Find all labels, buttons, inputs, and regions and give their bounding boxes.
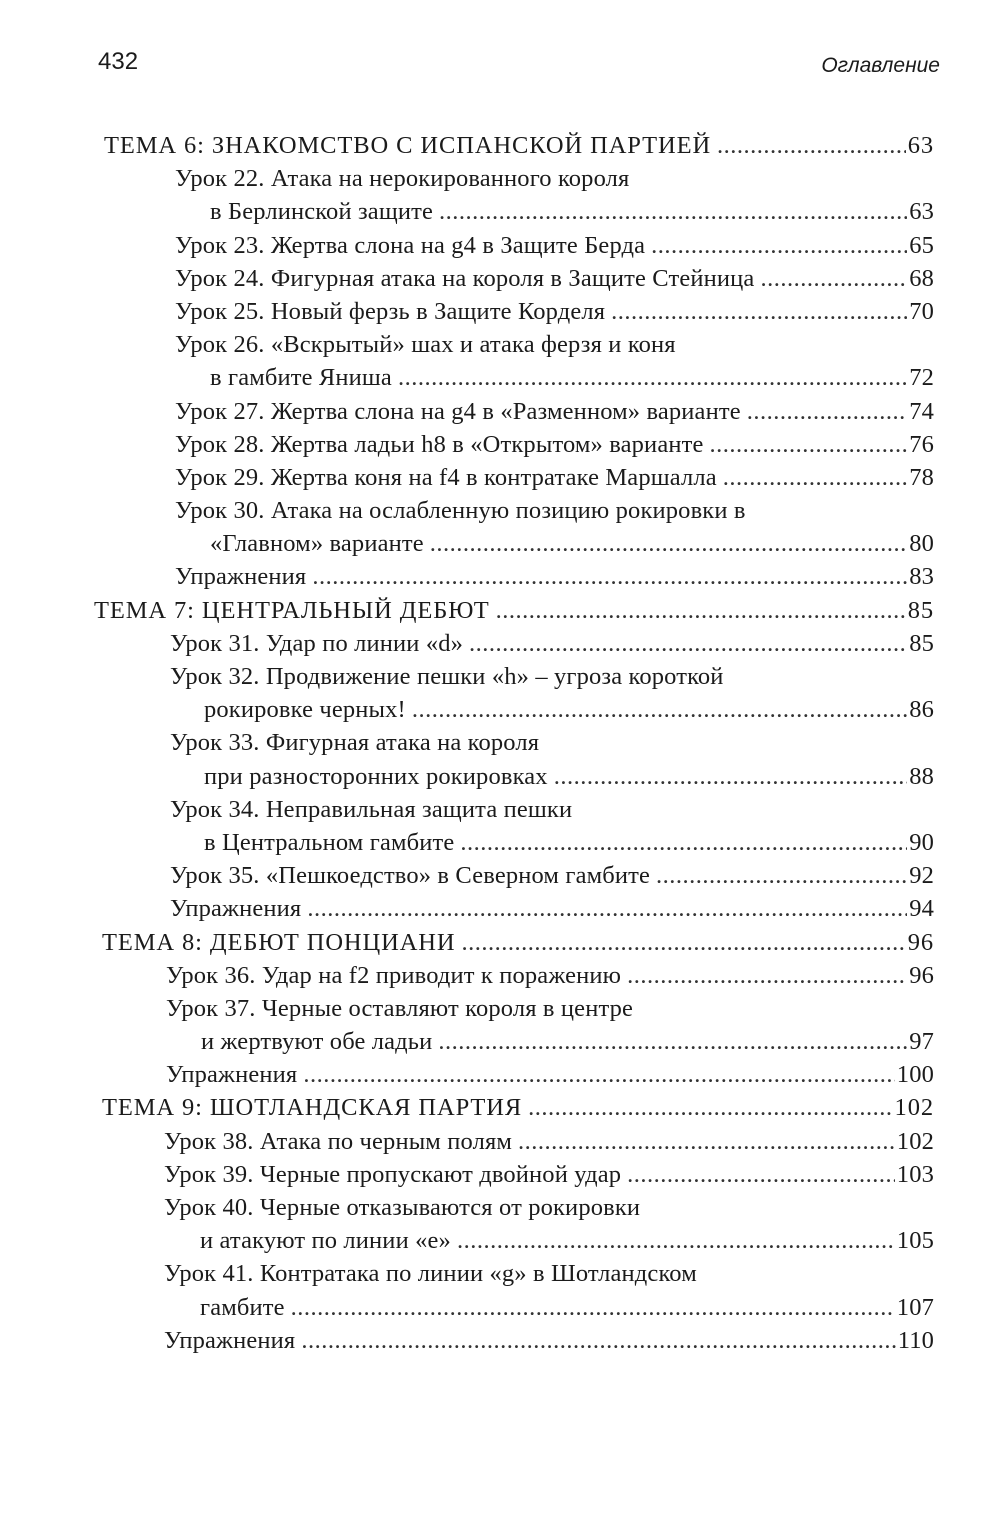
dot-leader (709, 428, 907, 461)
page-ref: 76 (909, 430, 934, 458)
page-ref: 74 (909, 397, 934, 425)
topic-title: ТЕМА 7: ЦЕНТРАЛЬНЫЙ ДЕБЮТ (94, 596, 490, 624)
lesson-title: Урок 22. Атака на нерокированного короля (175, 165, 630, 193)
lesson-title: Урок 34. Неправильная защита пешки (170, 795, 573, 823)
lesson-title: Урок 30. Атака на ослабленную позицию рокировки в (175, 497, 746, 525)
lesson-title: Урок 39. Черные пропускают двойной удар (164, 1160, 622, 1188)
toc-lesson-entry[interactable] (94, 660, 934, 693)
page-ref: 102 (894, 1094, 934, 1122)
table-of-contents (94, 129, 934, 1357)
lesson-title-cont: в гамбите Яниша (210, 364, 392, 392)
running-header-title: Оглавление (821, 54, 940, 77)
lesson-title: Урок 29. Жертва коня на f4 в контратаке Маршалла (175, 463, 717, 491)
lesson-title-cont: гамбите (200, 1293, 285, 1321)
dot-leader (439, 195, 907, 228)
dot-leader (307, 892, 907, 925)
page-ref: 72 (909, 364, 934, 392)
toc-lesson-continuation[interactable] (94, 1291, 934, 1324)
dot-leader (438, 1025, 907, 1058)
lesson-title: Упражнения (170, 895, 302, 923)
dot-leader (760, 262, 907, 295)
page-ref: 63 (909, 198, 934, 226)
toc-lesson-entry[interactable] (94, 328, 934, 361)
dot-leader (412, 693, 907, 726)
page-ref: 88 (909, 762, 934, 790)
toc-section (94, 129, 934, 594)
page-ref: 100 (896, 1061, 934, 1089)
lesson-title: Урок 40. Черные отказываются от рокировки (164, 1194, 641, 1221)
topic-title: ТЕМА 8: ДЕБЮТ ПОНЦИАНИ (102, 928, 456, 956)
page-ref: 94 (909, 895, 934, 923)
dot-leader (627, 959, 907, 992)
lesson-title: Упражнения (175, 563, 307, 591)
lesson-title: Урок 36. Удар на f2 приводит к поражению (166, 961, 622, 989)
lesson-title: Урок 38. Атака по черным полям (164, 1127, 513, 1155)
toc-lesson-entry[interactable] (94, 262, 934, 295)
lesson-title: Урок 26. «Вскрытый» шах и атака ферзя и коня (175, 331, 676, 359)
page-ref: 92 (909, 862, 934, 890)
toc-exercises-entry[interactable] (94, 892, 934, 925)
toc-lesson-continuation[interactable] (94, 195, 934, 228)
page-ref: 78 (909, 463, 934, 491)
toc-lesson-entry[interactable] (94, 959, 934, 992)
dot-leader (457, 1224, 895, 1257)
page-ref: 103 (896, 1160, 934, 1188)
dot-leader (651, 229, 907, 262)
lesson-title-cont: при разносторонних рокировках (204, 762, 548, 790)
toc-section (94, 926, 934, 1092)
toc-lesson-entry[interactable] (94, 461, 934, 494)
page-ref: 102 (896, 1127, 934, 1155)
toc-lesson-continuation[interactable] (94, 361, 934, 394)
toc-lesson-continuation[interactable] (94, 527, 934, 560)
dot-leader (398, 361, 907, 394)
lesson-title: Урок 23. Жертва слона на g4 в Защите Берда (175, 231, 646, 259)
lesson-title: Урок 31. Удар по линии «d» (170, 629, 464, 657)
lesson-title-cont: в Берлинской защите (210, 198, 433, 226)
dot-leader (301, 1324, 895, 1357)
dot-leader (312, 560, 907, 593)
toc-lesson-entry[interactable] (94, 162, 934, 195)
dot-leader (460, 826, 907, 859)
dot-leader (430, 527, 907, 560)
toc-lesson-entry[interactable] (94, 1158, 934, 1191)
dot-leader (656, 859, 907, 892)
toc-exercises-entry[interactable] (94, 1324, 934, 1357)
toc-topic-entry[interactable] (92, 1091, 934, 1124)
lesson-title-cont: в Центральном гамбите (204, 828, 455, 856)
dot-leader (554, 760, 908, 793)
dot-leader (518, 1125, 895, 1158)
page-ref: 97 (909, 1028, 934, 1056)
toc-lesson-entry[interactable] (94, 1125, 934, 1158)
lesson-title: Урок 32. Продвижение пешки «h» – угроза короткой (170, 663, 724, 690)
topic-title: ТЕМА 6: ЗНАКОМСТВО С ИСПАНСКОЙ ПАРТИЕЙ (104, 132, 712, 159)
lesson-title-cont: и жертвуют обе ладьи (201, 1028, 433, 1056)
toc-lesson-entry[interactable] (94, 627, 934, 660)
toc-lesson-continuation[interactable] (94, 1025, 934, 1058)
page-ref: 86 (909, 696, 934, 724)
dot-leader (469, 627, 907, 660)
toc-section (94, 1091, 934, 1357)
page-ref: 70 (909, 297, 934, 325)
toc-lesson-entry[interactable] (94, 793, 934, 826)
toc-topic-entry[interactable] (94, 594, 934, 627)
toc-lesson-entry[interactable] (94, 494, 934, 527)
toc-lesson-continuation[interactable] (94, 826, 934, 859)
lesson-title: Упражнения (164, 1326, 296, 1354)
toc-lesson-entry[interactable] (94, 229, 934, 262)
lesson-title: Урок 28. Жертва ладьи h8 в «Открытом» варианте (175, 430, 704, 458)
lesson-title: Урок 25. Новый ферзь в Защите Корделя (175, 297, 606, 325)
dot-leader (461, 926, 905, 959)
page-ref: 107 (896, 1293, 934, 1321)
dot-leader (723, 461, 907, 494)
dot-leader (611, 295, 907, 328)
lesson-title: Урок 24. Фигурная атака на короля в Защите Стейница (175, 264, 755, 292)
toc-lesson-entry[interactable] (94, 428, 934, 461)
page-ref: 83 (909, 563, 934, 591)
page-ref: 65 (909, 231, 934, 259)
page-ref: 85 (907, 596, 934, 624)
toc-lesson-entry[interactable] (94, 295, 934, 328)
dot-leader (496, 594, 906, 627)
toc-topic-entry[interactable] (94, 129, 934, 162)
dot-leader (717, 129, 906, 162)
page-ref: 96 (909, 961, 934, 989)
toc-lesson-continuation[interactable] (94, 760, 934, 793)
toc-lesson-entry[interactable] (94, 992, 934, 1025)
page-number: 432 (98, 48, 139, 75)
dot-leader (303, 1058, 894, 1091)
lesson-title: Урок 33. Фигурная атака на короля (170, 729, 540, 757)
toc-lesson-entry[interactable] (94, 1191, 934, 1224)
topic-title: ТЕМА 9: ШОТЛАНДСКАЯ ПАРТИЯ (102, 1094, 523, 1122)
lesson-title-cont: «Главном» варианте (210, 530, 424, 558)
toc-section (94, 594, 934, 926)
page-ref: 105 (896, 1227, 934, 1255)
page-ref: 68 (909, 264, 934, 292)
toc-lesson-entry[interactable] (94, 1257, 934, 1290)
dot-leader (627, 1158, 895, 1191)
page-ref: 80 (909, 530, 934, 558)
lesson-title: Урок 41. Контратака по линии «g» в Шотландском (164, 1260, 697, 1288)
toc-lesson-continuation[interactable] (94, 693, 934, 726)
toc-lesson-entry[interactable] (94, 859, 934, 892)
dot-leader (528, 1091, 892, 1124)
toc-lesson-entry[interactable] (94, 726, 934, 759)
lesson-title-cont: и атакуют по линии «e» (200, 1227, 451, 1255)
dot-leader (747, 395, 907, 428)
lesson-title-cont: рокировке черных! (204, 696, 406, 724)
toc-topic-entry[interactable] (92, 926, 934, 959)
toc-lesson-continuation[interactable] (94, 1224, 934, 1257)
page-ref: 96 (907, 928, 934, 956)
page-ref: 110 (897, 1326, 934, 1354)
lesson-title: Упражнения (166, 1061, 298, 1089)
toc-lesson-entry[interactable] (94, 395, 934, 428)
dot-leader (291, 1291, 895, 1324)
page-ref: 63 (907, 132, 934, 159)
toc-exercises-entry[interactable] (94, 1058, 934, 1091)
lesson-title: Урок 37. Черные оставляют короля в центре (166, 994, 634, 1022)
page-ref: 85 (909, 629, 934, 657)
lesson-title: Урок 27. Жертва слона на g4 в «Разменном» варианте (175, 397, 741, 425)
page-ref: 90 (909, 828, 934, 856)
toc-exercises-entry[interactable] (94, 560, 934, 593)
lesson-title: Урок 35. «Пешкоедство» в Северном гамбите (170, 862, 650, 890)
